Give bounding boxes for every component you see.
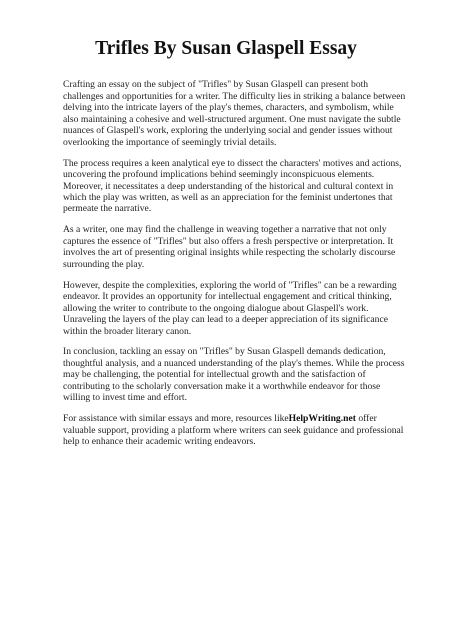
paragraph-process: The process requires a keen analytical eye to dissect the characters' motives and actions, uncovering the profound implications behind seemingly inconspicuous elements. Moreover, it necessitates a deep understanding of the historical and cultural context in which the play was written, as well as an appreciation for the feminist undertones that permeate the narrative. bbox=[63, 157, 402, 215]
paragraph-conclusion: In conclusion, tackling an essay on "Trifles" by Susan Glaspell demands dedication, thoughtful analysis, and a nuanced understanding of the play's themes. While the process may be challenging, the potential for intellectual growth and the satisfaction of contributing to the scholarly conversation make it a worthwhile endeavor for those willing to invest time and effort. bbox=[63, 346, 405, 404]
paragraph-intro: Crafting an essay on the subject of "Trifles" by Susan Glaspell can present both challenges and opportunities for a writer. The difficulty lies in striking a balance between delving into the intricate layers of the play's themes, characters, and symbolism, while also maintaining a cohesive and well-structured argument. One must navigate the subtle nuances of Glaspell's work, exploring the underlying social and gender issues without overlooking the importance of seemingly trivial details. bbox=[63, 79, 406, 148]
helpwriting-link[interactable]: HelpWriting.net bbox=[288, 413, 356, 425]
document-title: Trifles By Susan Glaspell Essay bbox=[95, 38, 357, 59]
closing-text-before: For assistance with similar essays and more, resources like bbox=[63, 413, 289, 425]
paragraph-closing bbox=[63, 413, 406, 447]
paragraph-challenge: As a writer, one may find the challenge in weaving together a narrative that not only captures the essence of "Trifles" but also offers a fresh perspective or interpretation. It involves the art of presenting original insights while respecting the scholarly discourse surrounding the play. bbox=[63, 224, 396, 270]
closing-text-after: offer valuable support, providing a platform where writers can seek guidance and professional help to enhance their academic writing endeavors. bbox=[63, 413, 404, 448]
paragraph-rewards: However, despite the complexities, exploring the world of "Trifles" can be a rewarding endeavor. It provides an opportunity for intellectual engagement and critical thinking, allowing the writer to contribute to the ongoing dialogue about Glaspell's work. Unraveling the layers of the play can lead to a deeper appreciation of its significance within the broader literary canon. bbox=[63, 279, 397, 337]
